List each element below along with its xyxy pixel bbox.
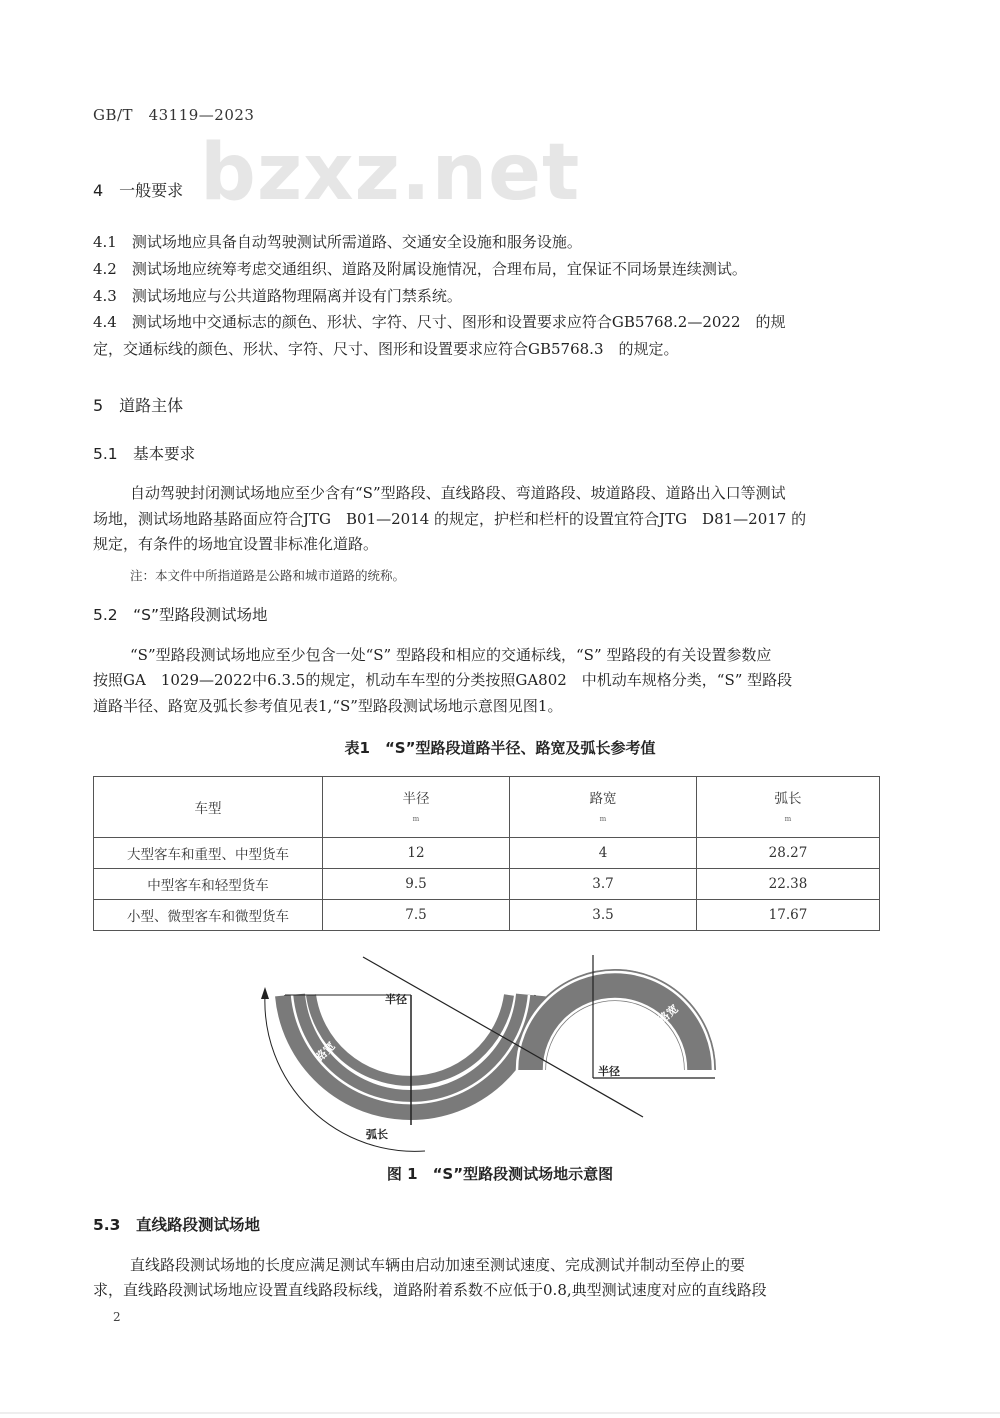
table-cell: 3.5 [510,900,697,931]
col-header-width-unit: m [599,815,607,823]
clause-4-4-cont: 定，交通标线的颜色、形状、字符、尺寸、图形和设置要求应符合GB5768.3 的规定。 [93,340,679,358]
para-5-2-line-3: 道路半径、路宽及弧长参考值见表1,“S”型路段测试场地示意图见图1。 [93,697,563,715]
para-5-2-line-1: “S”型路段测试场地应至少包含一处“S” 型路段和相应的交通标线，“S” 型路段的有关设置参数应 [130,646,772,664]
para-5-1-line-3: 规定，有条件的场地宜设置非标准化道路。 [93,535,379,553]
label-width-right: 路宽 [655,1002,681,1027]
label-arc-length: 弧长 [366,1128,388,1141]
col-header-radius-label: 半径 [402,791,430,807]
clause-4-4: 4.4 测试场地中交通标志的颜色、形状、字符、尺寸、图形和设置要求应符合GB5768.2—2022 的规 [93,313,786,331]
clause-4-2: 4.2 测试场地应统筹考虑交通组织、道路及附属设施情况，合理布局，宜保证不同场景连续测试。 [93,260,747,278]
col-header-radius-unit: m [412,815,420,823]
table-cell: 7.5 [323,900,510,931]
section-5-2-title: 5.2 “S”型路段测试场地 [93,606,268,624]
para-5-3-line-1: 直线路段测试场地的长度应满足测试车辆由启动加速至测试速度、完成测试并制动至停止的要 [130,1256,746,1274]
table-header-row [94,777,880,838]
label-radius-right: 半径 [598,1065,620,1078]
para-5-2-line-2: 按照GA 1029—2022中6.3.5的规定，机动车车型的分类按照GA802 中机动车规格分类，“S” 型路段 [93,671,793,689]
col-header-arc [697,777,880,838]
table-cell: 3.7 [510,869,697,900]
label-width-left: 路宽 [312,1039,338,1065]
figure-1-caption: 图 1 “S”型路段测试场地示意图 [386,1165,614,1183]
col-header-vehicle-label: 车型 [194,801,222,817]
table-cell: 9.5 [323,869,510,900]
watermark: bzxz.net [200,128,581,218]
table-cell: 4 [510,838,697,869]
table-cell: 12 [323,838,510,869]
para-5-1-line-1: 自动驾驶封闭测试场地应至少含有“S”型路段、直线路段、弯道路段、坡道路段、道路出入口等测试 [130,484,786,502]
table-cell: 22.38 [697,869,880,900]
section-5-3-title: 5.3 直线路段测试场地 [93,1216,260,1234]
col-header-vehicle [94,777,323,838]
table-row [94,838,880,869]
table-1 [93,776,880,931]
para-5-3-line-2: 求，直线路段测试场地应设置直线路段标线，道路附着系数不应低于0.8,典型测试速度对应的直线路段 [93,1281,767,1299]
col-header-arc-label: 弧长 [774,791,802,807]
table-1-caption: 表1 “S”型路段道路半径、路宽及弧长参考值 [344,739,656,757]
section-5-title: 5 道路主体 [93,396,184,415]
clause-4-1: 4.1 测试场地应具备自动驾驶测试所需道路、交通安全设施和服务设施。 [93,233,582,251]
table-row [94,900,880,931]
table-cell: 大型客车和重型、中型货车 [94,838,323,869]
label-radius-left: 半径 [385,993,407,1006]
para-5-1-line-2: 场地，测试场地路基路面应符合JTG B01—2014 的规定，护栏和栏杆的设置宜符合JTG D81—2017 的 [93,510,807,528]
col-header-radius [323,777,510,838]
document-code: GB/T 43119—2023 [93,106,255,124]
table-cell: 17.67 [697,900,880,931]
s-road-diagram [245,955,745,1155]
note: 注：本文件中所指道路是公路和城市道路的统称。 [130,568,406,583]
col-header-width [510,777,697,838]
col-header-width-label: 路宽 [589,791,617,807]
table-row [94,869,880,900]
table-cell: 中型客车和轻型货车 [94,869,323,900]
arc-arrow-head [261,987,269,999]
page-bottom-edge [0,1412,1000,1414]
table-cell: 小型、微型客车和微型货车 [94,900,323,931]
clause-4-3: 4.3 测试场地应与公共道路物理隔离并设有门禁系统。 [93,287,462,305]
page-number: 2 [113,1310,121,1324]
col-header-arc-unit: m [784,815,792,823]
table-cell: 28.27 [697,838,880,869]
right-arc-road-surface [530,985,700,1070]
section-5-1-title: 5.1 基本要求 [93,445,196,463]
section-4-title: 4 一般要求 [93,181,184,200]
